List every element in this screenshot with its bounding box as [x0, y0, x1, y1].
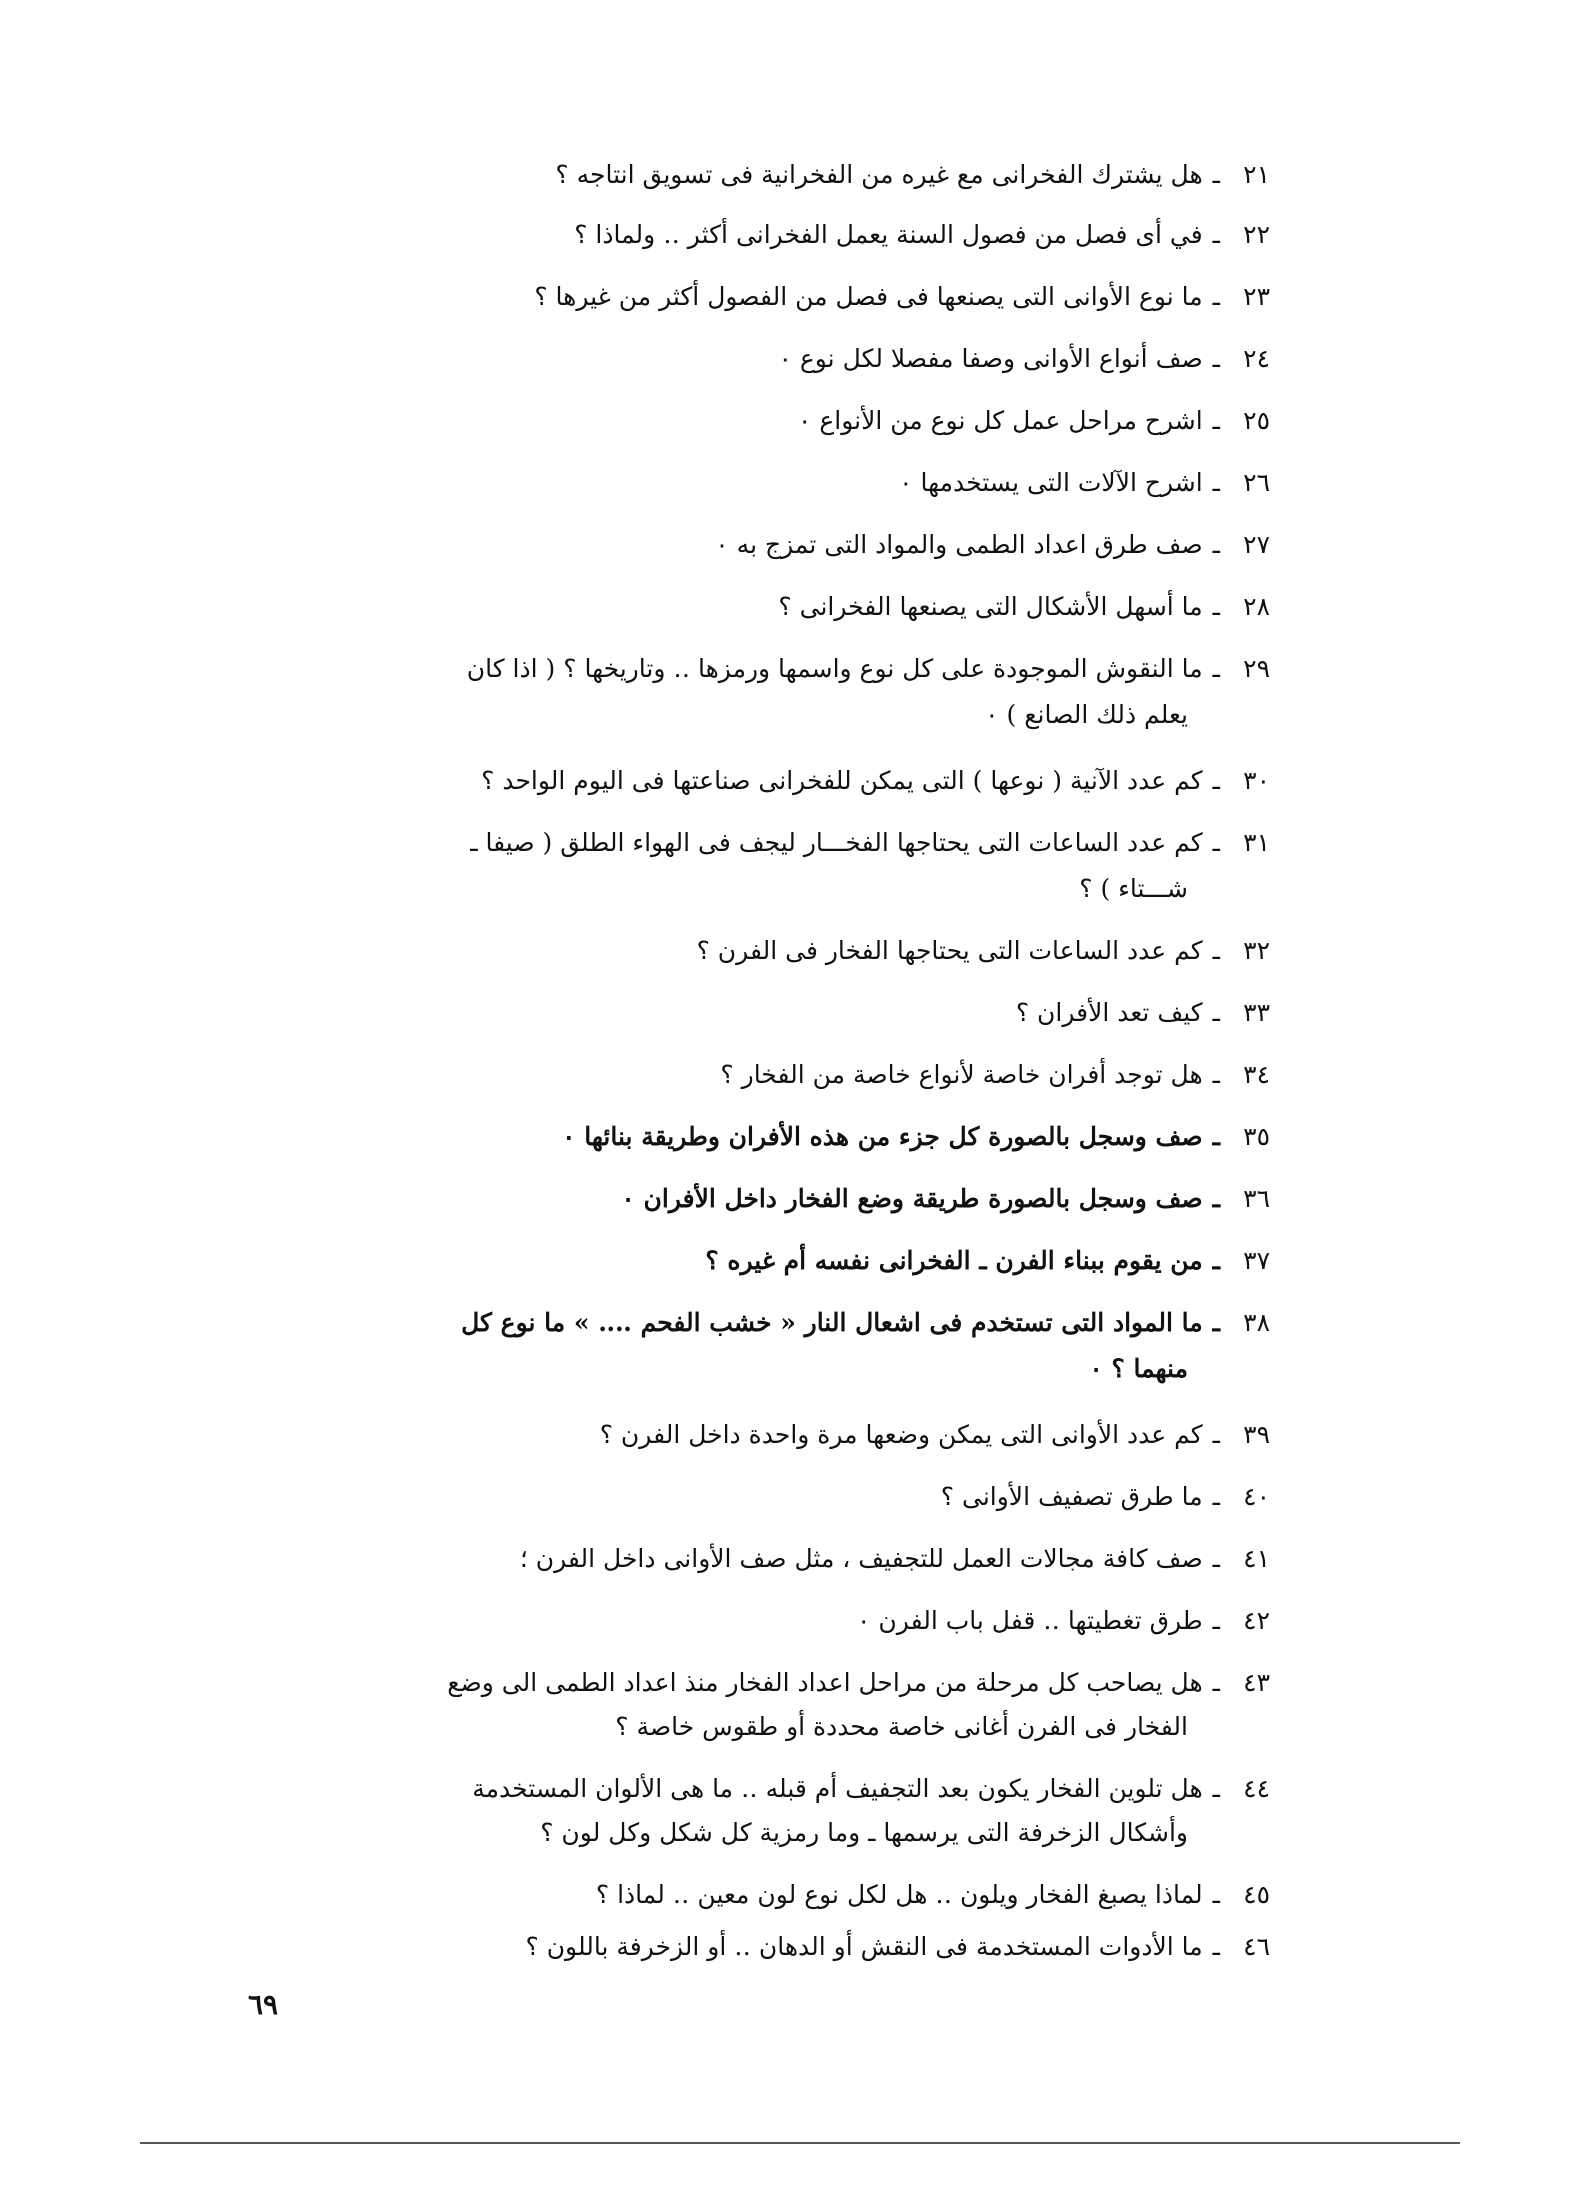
question-21: ٢١ـهل يشترك الفخرانى مع غيره من الفخرانية فى تسويق انتاجه ؟	[555, 152, 1270, 198]
question-38: ٣٨ـما المواد التى تستخدم فى اشعال النار « خشب الفحم ‥‥ » ما نوع كل	[461, 1300, 1270, 1346]
question-number: ٤٠	[1243, 1482, 1270, 1511]
question-text: صف كافة مجالات العمل للتجفيف ، مثل صف الأوانى داخل الفرن ؛	[519, 1544, 1203, 1573]
question-number: ٣١	[1243, 828, 1270, 857]
question-31-continuation	[1079, 866, 1188, 912]
question-30: ٣٠ـكم عدد الآنية ( نوعها ) التى يمكن للفخرانى صناعتها فى اليوم الواحد ؟	[481, 758, 1270, 804]
question-text: كم عدد الآنية ( نوعها ) التى يمكن للفخرانى صناعتها فى اليوم الواحد ؟	[481, 766, 1203, 795]
question-text: ما المواد التى تستخدم فى اشعال النار « خشب الفحم ‥‥ » ما نوع كل	[461, 1308, 1203, 1337]
question-28: ٢٨ـما أسهل الأشكال التى يصنعها الفخرانى ؟	[778, 584, 1270, 630]
question-42: ٤٢ـطرق تغطيتها ‥ قفل باب الفرن ٠	[857, 1598, 1270, 1644]
question-44-continuation	[540, 1810, 1188, 1856]
question-text: ما النقوش الموجودة على كل نوع واسمها ورمزها ‥ وتاريخها ؟ ( اذا كان	[466, 654, 1203, 683]
question-23: ٢٣ـما نوع الأوانى التى يصنعها فى فصل من الفصول أكثر من غيرها ؟	[534, 274, 1270, 320]
question-number: ٢٤	[1243, 344, 1270, 373]
question-text-continuation: يعلم ذلك الصانع ) ٠	[985, 700, 1188, 729]
question-text: لماذا يصبغ الفخار ويلون ‥ هل لكل نوع لون معين ‥ لماذا ؟	[595, 1880, 1203, 1909]
question-25: ٢٥ـاشرح مراحل عمل كل نوع من الأنواع ٠	[798, 398, 1270, 444]
question-text: هل تلوين الفخار يكون بعد التجفيف أم قبله ‥ ما هى الألوان المستخدمة	[472, 1774, 1203, 1803]
question-43-continuation	[615, 1704, 1188, 1750]
question-35: ٣٥ـصف وسجل بالصورة كل جزء من هذه الأفران وطريقة بنائها ٠	[562, 1114, 1270, 1160]
question-text: ما الأدوات المستخدمة فى النقش أو الدهان ‥ أو الزخرفة باللون ؟	[525, 1932, 1203, 1961]
question-31: ٣١ـكم عدد الساعات التى يحتاجها الفخـــار ليجف فى الهواء الطلق ( صيفا ـ	[470, 820, 1270, 866]
question-number: ٢٩	[1243, 654, 1270, 683]
question-number: ٣٤	[1243, 1060, 1270, 1089]
question-text: كم عدد الأوانى التى يمكن وضعها مرة واحدة داخل الفرن ؟	[599, 1420, 1203, 1449]
question-text: ما نوع الأوانى التى يصنعها فى فصل من الفصول أكثر من غيرها ؟	[534, 282, 1203, 311]
question-24: ٢٤ـصف أنواع الأوانى وصفا مفصلا لكل نوع ٠	[778, 336, 1270, 382]
question-36: ٣٦ـصف وسجل بالصورة طريقة وضع الفخار داخل الأفران ٠	[621, 1176, 1270, 1222]
question-number: ٢٦	[1243, 468, 1270, 497]
question-number: ٣٨	[1243, 1308, 1270, 1337]
question-number: ٣٢	[1243, 936, 1270, 965]
question-number: ٢٢	[1243, 220, 1270, 249]
question-text: كم عدد الساعات التى يحتاجها الفخـــار ليجف فى الهواء الطلق ( صيفا ـ	[470, 828, 1203, 857]
page-number: ٦٩	[248, 1988, 279, 2021]
question-41: ٤١ـصف كافة مجالات العمل للتجفيف ، مثل صف الأوانى داخل الفرن ؛	[520, 1536, 1270, 1582]
bottom-rule	[140, 2142, 1460, 2144]
question-text: صف أنواع الأوانى وصفا مفصلا لكل نوع ٠	[778, 344, 1203, 373]
question-text: هل يصاحب كل مرحلة من مراحل اعداد الفخار منذ اعداد الطمى الى وضع	[447, 1668, 1203, 1697]
question-text: صف وسجل بالصورة كل جزء من هذه الأفران وطريقة بنائها ٠	[562, 1122, 1203, 1151]
question-45: ٤٥ـلماذا يصبغ الفخار ويلون ‥ هل لكل نوع لون معين ‥ لماذا ؟	[596, 1872, 1270, 1918]
question-text: في أى فصل من فصول السنة يعمل الفخرانى أكثر ‥ ولماذا ؟	[574, 220, 1203, 249]
question-number: ٢١	[1243, 160, 1270, 189]
question-27: ٢٧ـصف طرق اعداد الطمى والمواد التى تمزج به ٠	[715, 522, 1270, 568]
question-text-continuation: وأشكال الزخرفة التى يرسمها ـ وما رمزية كل شكل وكل لون ؟	[540, 1818, 1188, 1847]
question-number: ٤٣	[1243, 1668, 1270, 1697]
question-44: ٤٤ـهل تلوين الفخار يكون بعد التجفيف أم قبله ‥ ما هى الألوان المستخدمة	[472, 1766, 1270, 1812]
question-text: هل يشترك الفخرانى مع غيره من الفخرانية فى تسويق انتاجه ؟	[555, 160, 1203, 189]
question-number: ٤١	[1243, 1544, 1270, 1573]
question-number: ٣٧	[1243, 1246, 1270, 1275]
question-number: ٢٣	[1243, 282, 1270, 311]
question-22: ٢٢ـفي أى فصل من فصول السنة يعمل الفخرانى أكثر ‥ ولماذا ؟	[574, 212, 1270, 258]
question-39: ٣٩ـكم عدد الأوانى التى يمكن وضعها مرة واحدة داخل الفرن ؟	[600, 1412, 1270, 1458]
question-text: صف طرق اعداد الطمى والمواد التى تمزج به ٠	[715, 530, 1203, 559]
question-number: ٣٩	[1243, 1420, 1270, 1449]
question-number: ٤٦	[1243, 1932, 1270, 1961]
question-43: ٤٣ـهل يصاحب كل مرحلة من مراحل اعداد الفخار منذ اعداد الطمى الى وضع	[447, 1660, 1270, 1706]
question-text: هل توجد أفران خاصة لأنواع خاصة من الفخار ؟	[720, 1060, 1203, 1089]
question-text-continuation: منهما ؟ ٠	[1089, 1354, 1188, 1383]
question-46: ٤٦ـما الأدوات المستخدمة فى النقش أو الدهان ‥ أو الزخرفة باللون ؟	[525, 1924, 1270, 1970]
question-37: ٣٧ـمن يقوم ببناء الفرن ـ الفخرانى نفسه أم غيره ؟	[705, 1238, 1270, 1284]
question-33: ٣٣ـكيف تعد الأفران ؟	[1016, 990, 1270, 1036]
question-text: اشرح الآلات التى يستخدمها ٠	[899, 468, 1203, 497]
question-29-continuation	[985, 692, 1188, 738]
question-number: ٢٧	[1243, 530, 1270, 559]
question-32: ٣٢ـكم عدد الساعات التى يحتاجها الفخار فى الفرن ؟	[697, 928, 1270, 974]
question-number: ٤٥	[1243, 1880, 1270, 1909]
question-number: ٢٥	[1243, 406, 1270, 435]
question-number: ٣٠	[1243, 766, 1270, 795]
question-number: ٤٢	[1243, 1606, 1270, 1635]
question-number: ٤٤	[1243, 1774, 1270, 1803]
question-text: ما أسهل الأشكال التى يصنعها الفخرانى ؟	[778, 592, 1203, 621]
question-29: ٢٩ـما النقوش الموجودة على كل نوع واسمها ورمزها ‥ وتاريخها ؟ ( اذا كان	[467, 646, 1270, 692]
question-number: ٣٣	[1243, 998, 1270, 1027]
question-text-continuation: شـــتاء ) ؟	[1079, 874, 1188, 903]
question-number: ٣٦	[1243, 1184, 1270, 1213]
question-text: صف وسجل بالصورة طريقة وضع الفخار داخل الأفران ٠	[621, 1184, 1203, 1213]
question-40: ٤٠ـما طرق تصفيف الأوانى ؟	[941, 1474, 1270, 1520]
question-text: طرق تغطيتها ‥ قفل باب الفرن ٠	[857, 1606, 1203, 1635]
question-text: ما طرق تصفيف الأوانى ؟	[940, 1482, 1203, 1511]
question-34: ٣٤ـهل توجد أفران خاصة لأنواع خاصة من الفخار ؟	[720, 1052, 1270, 1098]
question-text: اشرح مراحل عمل كل نوع من الأنواع ٠	[797, 406, 1203, 435]
question-26: ٢٦ـاشرح الآلات التى يستخدمها ٠	[899, 460, 1270, 506]
question-number: ٣٥	[1243, 1122, 1270, 1151]
question-text: من يقوم ببناء الفرن ـ الفخرانى نفسه أم غيره ؟	[705, 1246, 1203, 1275]
question-text-continuation: الفخار فى الفرن أغانى خاصة محددة أو طقوس خاصة ؟	[615, 1712, 1188, 1741]
question-number: ٢٨	[1243, 592, 1270, 621]
question-text: كم عدد الساعات التى يحتاجها الفخار فى الفرن ؟	[696, 936, 1203, 965]
question-text: كيف تعد الأفران ؟	[1015, 998, 1203, 1027]
question-38-continuation	[1089, 1346, 1188, 1392]
